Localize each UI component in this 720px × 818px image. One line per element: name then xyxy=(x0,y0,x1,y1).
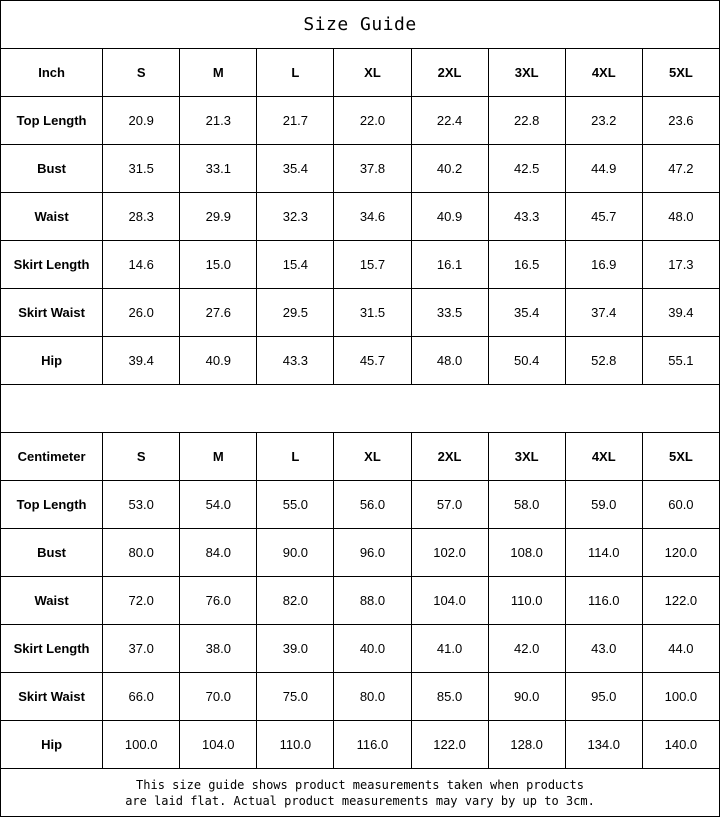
measurement-value: 29.5 xyxy=(257,289,334,337)
table-row xyxy=(1,529,720,577)
table-header-row xyxy=(1,433,720,481)
measurement-label: Skirt Waist xyxy=(1,289,103,337)
measurement-value: 14.6 xyxy=(103,241,180,289)
measurement-value: 37.4 xyxy=(565,289,642,337)
table-row xyxy=(1,625,720,673)
measurement-value: 40.0 xyxy=(334,625,411,673)
measurement-value: 42.0 xyxy=(488,625,565,673)
measurement-value: 26.0 xyxy=(103,289,180,337)
measurement-label: Bust xyxy=(1,529,103,577)
size-header-cell: 3XL xyxy=(488,433,565,481)
measurement-label: Waist xyxy=(1,193,103,241)
measurement-value: 43.3 xyxy=(488,193,565,241)
measurement-value: 23.2 xyxy=(565,97,642,145)
measurement-value: 100.0 xyxy=(642,673,719,721)
measurement-value: 15.7 xyxy=(334,241,411,289)
measurement-value: 43.0 xyxy=(565,625,642,673)
measurement-value: 53.0 xyxy=(103,481,180,529)
measurement-value: 35.4 xyxy=(488,289,565,337)
measurement-value: 37.8 xyxy=(334,145,411,193)
centimeter-size-table xyxy=(0,432,720,769)
measurement-value: 37.0 xyxy=(103,625,180,673)
measurement-value: 44.9 xyxy=(565,145,642,193)
measurement-value: 116.0 xyxy=(334,721,411,769)
measurement-value: 23.6 xyxy=(642,97,719,145)
table-row xyxy=(1,97,720,145)
unit-header-cell: Centimeter xyxy=(1,433,103,481)
size-header-cell: L xyxy=(257,49,334,97)
measurement-value: 58.0 xyxy=(488,481,565,529)
measurement-value: 110.0 xyxy=(257,721,334,769)
measurement-value: 33.1 xyxy=(180,145,257,193)
measurement-value: 88.0 xyxy=(334,577,411,625)
measurement-value: 15.0 xyxy=(180,241,257,289)
measurement-value: 47.2 xyxy=(642,145,719,193)
measurement-value: 110.0 xyxy=(488,577,565,625)
measurement-value: 31.5 xyxy=(334,289,411,337)
measurement-value: 28.3 xyxy=(103,193,180,241)
measurement-value: 90.0 xyxy=(488,673,565,721)
measurement-value: 45.7 xyxy=(334,337,411,385)
size-header-cell: L xyxy=(257,433,334,481)
measurement-value: 104.0 xyxy=(411,577,488,625)
measurement-value: 56.0 xyxy=(334,481,411,529)
table-header-row xyxy=(1,49,720,97)
measurement-value: 20.9 xyxy=(103,97,180,145)
measurement-value: 39.0 xyxy=(257,625,334,673)
note-line-2: are laid flat. Actual product measurements may vary by up to 3cm. xyxy=(125,793,595,808)
note-line-1: This size guide shows product measurements taken when products xyxy=(136,777,584,792)
measurement-value: 34.6 xyxy=(334,193,411,241)
measurement-value: 95.0 xyxy=(565,673,642,721)
measurement-value: 108.0 xyxy=(488,529,565,577)
measurement-value: 17.3 xyxy=(642,241,719,289)
measurement-value: 120.0 xyxy=(642,529,719,577)
size-header-cell: 3XL xyxy=(488,49,565,97)
measurement-value: 96.0 xyxy=(334,529,411,577)
measurement-value: 116.0 xyxy=(565,577,642,625)
measurement-label: Top Length xyxy=(1,481,103,529)
size-header-cell: 5XL xyxy=(642,433,719,481)
measurement-value: 48.0 xyxy=(411,337,488,385)
measurement-value: 42.5 xyxy=(488,145,565,193)
size-header-cell: M xyxy=(180,49,257,97)
measurement-value: 43.3 xyxy=(257,337,334,385)
size-header-cell: S xyxy=(103,49,180,97)
measurement-value: 72.0 xyxy=(103,577,180,625)
measurement-value: 41.0 xyxy=(411,625,488,673)
measurement-value: 104.0 xyxy=(180,721,257,769)
inch-size-table xyxy=(0,48,720,385)
measurement-value: 22.0 xyxy=(334,97,411,145)
table-row xyxy=(1,241,720,289)
measurement-note xyxy=(0,769,720,817)
measurement-value: 39.4 xyxy=(642,289,719,337)
measurement-value: 22.4 xyxy=(411,97,488,145)
measurement-value: 66.0 xyxy=(103,673,180,721)
measurement-value: 32.3 xyxy=(257,193,334,241)
measurement-value: 114.0 xyxy=(565,529,642,577)
measurement-value: 85.0 xyxy=(411,673,488,721)
table-row xyxy=(1,289,720,337)
measurement-value: 122.0 xyxy=(411,721,488,769)
measurement-label: Skirt Length xyxy=(1,625,103,673)
size-header-cell: 5XL xyxy=(642,49,719,97)
page-title: Size Guide xyxy=(0,0,720,48)
measurement-value: 60.0 xyxy=(642,481,719,529)
unit-header-cell: Inch xyxy=(1,49,103,97)
measurement-value: 40.9 xyxy=(180,337,257,385)
measurement-value: 21.7 xyxy=(257,97,334,145)
size-header-cell: 2XL xyxy=(411,49,488,97)
measurement-value: 16.1 xyxy=(411,241,488,289)
size-header-cell: M xyxy=(180,433,257,481)
measurement-label: Hip xyxy=(1,337,103,385)
measurement-value: 90.0 xyxy=(257,529,334,577)
measurement-value: 80.0 xyxy=(103,529,180,577)
table-row xyxy=(1,337,720,385)
measurement-label: Skirt Waist xyxy=(1,673,103,721)
measurement-value: 55.1 xyxy=(642,337,719,385)
measurement-value: 48.0 xyxy=(642,193,719,241)
measurement-value: 75.0 xyxy=(257,673,334,721)
table-spacer xyxy=(0,385,720,432)
measurement-value: 40.2 xyxy=(411,145,488,193)
size-header-cell: S xyxy=(103,433,180,481)
measurement-label: Bust xyxy=(1,145,103,193)
measurement-value: 50.4 xyxy=(488,337,565,385)
measurement-label: Waist xyxy=(1,577,103,625)
table-row xyxy=(1,145,720,193)
size-header-cell: 2XL xyxy=(411,433,488,481)
measurement-value: 29.9 xyxy=(180,193,257,241)
measurement-value: 33.5 xyxy=(411,289,488,337)
measurement-value: 76.0 xyxy=(180,577,257,625)
measurement-value: 140.0 xyxy=(642,721,719,769)
measurement-value: 31.5 xyxy=(103,145,180,193)
measurement-label: Hip xyxy=(1,721,103,769)
measurement-value: 59.0 xyxy=(565,481,642,529)
measurement-value: 22.8 xyxy=(488,97,565,145)
measurement-value: 102.0 xyxy=(411,529,488,577)
measurement-value: 70.0 xyxy=(180,673,257,721)
measurement-value: 21.3 xyxy=(180,97,257,145)
measurement-value: 82.0 xyxy=(257,577,334,625)
measurement-value: 39.4 xyxy=(103,337,180,385)
measurement-value: 100.0 xyxy=(103,721,180,769)
measurement-value: 16.9 xyxy=(565,241,642,289)
table-row xyxy=(1,721,720,769)
table-row xyxy=(1,481,720,529)
measurement-value: 16.5 xyxy=(488,241,565,289)
size-header-cell: XL xyxy=(334,49,411,97)
measurement-value: 80.0 xyxy=(334,673,411,721)
measurement-value: 54.0 xyxy=(180,481,257,529)
measurement-value: 84.0 xyxy=(180,529,257,577)
measurement-value: 40.9 xyxy=(411,193,488,241)
measurement-value: 55.0 xyxy=(257,481,334,529)
measurement-value: 134.0 xyxy=(565,721,642,769)
measurement-value: 122.0 xyxy=(642,577,719,625)
measurement-label: Skirt Length xyxy=(1,241,103,289)
size-header-cell: 4XL xyxy=(565,433,642,481)
measurement-value: 35.4 xyxy=(257,145,334,193)
measurement-value: 44.0 xyxy=(642,625,719,673)
measurement-value: 27.6 xyxy=(180,289,257,337)
table-row xyxy=(1,193,720,241)
measurement-value: 38.0 xyxy=(180,625,257,673)
measurement-value: 52.8 xyxy=(565,337,642,385)
measurement-value: 15.4 xyxy=(257,241,334,289)
table-row xyxy=(1,673,720,721)
measurement-value: 128.0 xyxy=(488,721,565,769)
measurement-value: 57.0 xyxy=(411,481,488,529)
measurement-value: 45.7 xyxy=(565,193,642,241)
table-row xyxy=(1,577,720,625)
measurement-label: Top Length xyxy=(1,97,103,145)
size-header-cell: XL xyxy=(334,433,411,481)
size-header-cell: 4XL xyxy=(565,49,642,97)
